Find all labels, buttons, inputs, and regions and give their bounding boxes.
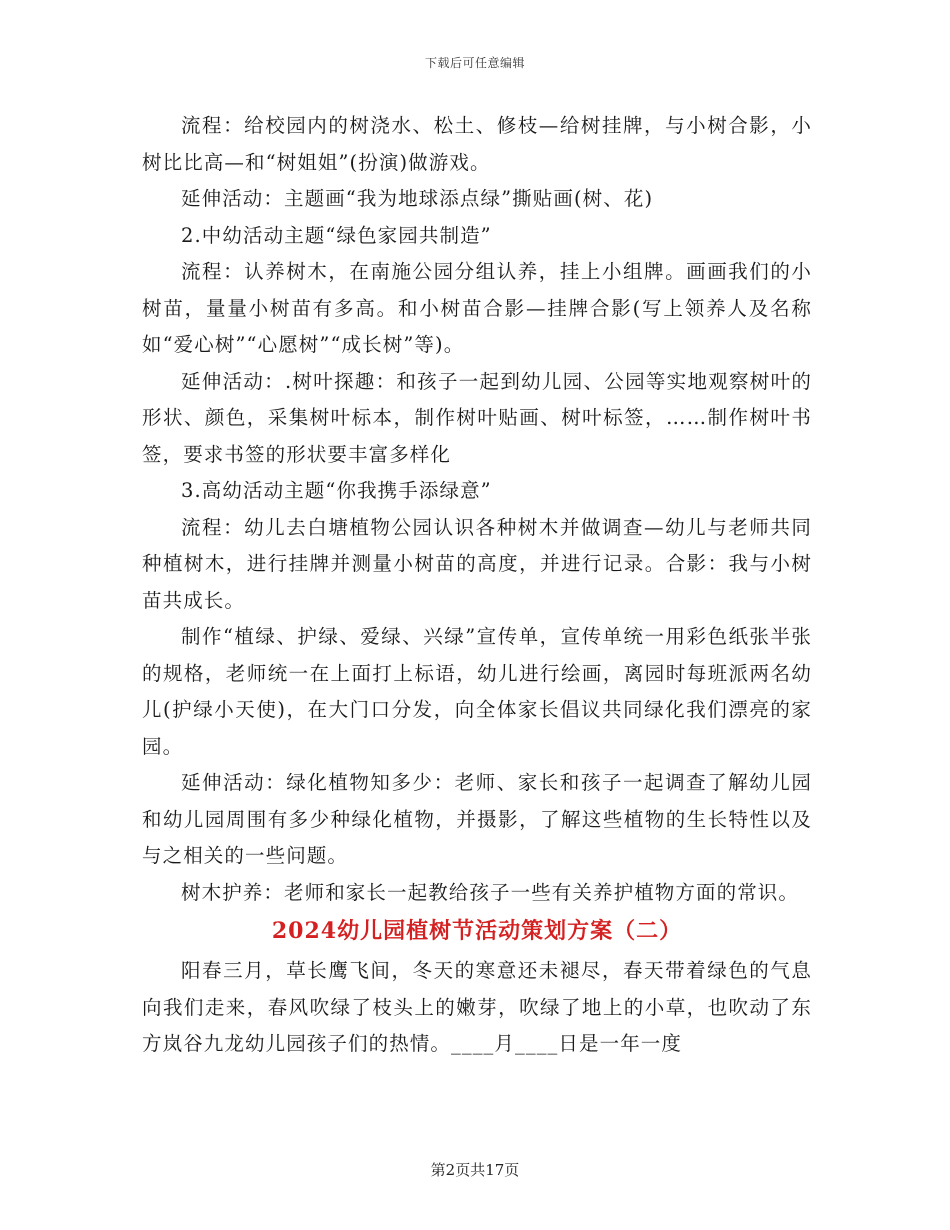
paragraph-extension-senior: 延伸活动：绿化植物知多少：老师、家长和孩子一起调查了解幼儿园和幼儿园周围有多少种绿化植物，并摄影，了解这些植物的生长特性以及与之相关的一些问题。 <box>142 771 812 867</box>
paragraph-middle-theme: 2.中幼活动主题“绿色家园共制造” <box>181 223 492 247</box>
paragraph-tree-care: 树木护养：老师和家长一起教给孩子一些有关养护植物方面的常识。 <box>181 880 800 904</box>
paragraph-extension-small: 延伸活动：主题画“我为地球添点绿”撕贴画(树、花) <box>181 187 654 210</box>
page-footer: 第2页共17页 <box>430 1161 520 1179</box>
paragraph-extension-middle: 延伸活动：.树叶探趣：和孩子一起到幼儿园、公园等实地观察树叶的形状、颜色，采集树叶标本，制作树叶贴画、树叶标签，……制作树叶书签，要求书签的形状要丰富多样化 <box>142 369 812 466</box>
page-header: 下载后可任意编辑 <box>424 56 525 70</box>
paragraph-senior-theme: 3.高幼活动主题“你我携手添绿意” <box>181 479 492 502</box>
document-body <box>142 108 812 1063</box>
paragraph-flow-small: 流程：给校园内的树浇水、松土、修枝—给树挂牌，与小树合影，小树比比高—和“树姐姐”(扮演)做游戏。 <box>142 114 812 174</box>
paragraph-flow-middle: 流程：认养树木，在南施公园分组认养，挂上小组牌。画画我们的小树苗，量量小树苗有多高。和小树苗合影—挂牌合影(写上领养人及名称如“爱心树”“心愿树”“成长树”等)。 <box>142 260 812 356</box>
paragraph-leaflet: 制作“植绿、护绿、爱绿、兴绿”宣传单，宣传单统一用彩色纸张半张的规格，老师统一在上面打上标语，幼儿进行绘画，离园时每班派两名幼儿(护绿小天使)，在大门口分发，向全体家长倡议共同绿化我们漂亮的家园。 <box>142 625 812 758</box>
paragraph-flow-senior: 流程：幼儿去白塘植物公园认识各种树木并做调查—幼儿与老师共同种植树木，进行挂牌并测量小树苗的高度，并进行记录。合影：我与小树苗共成长。 <box>142 515 812 612</box>
section-title: 2024幼儿园植树节活动策划方案（二） <box>271 918 683 944</box>
paragraph-intro: 阳春三月，草长鹰飞间，冬天的寒意还未褪尽，春天带着绿色的气息向我们走来，春风吹绿了枝头上的嫩芽，吹绿了地上的小草，也吹动了东方岚谷九龙幼儿园孩子们的热情。____月____日是一年一度 <box>142 959 812 1055</box>
